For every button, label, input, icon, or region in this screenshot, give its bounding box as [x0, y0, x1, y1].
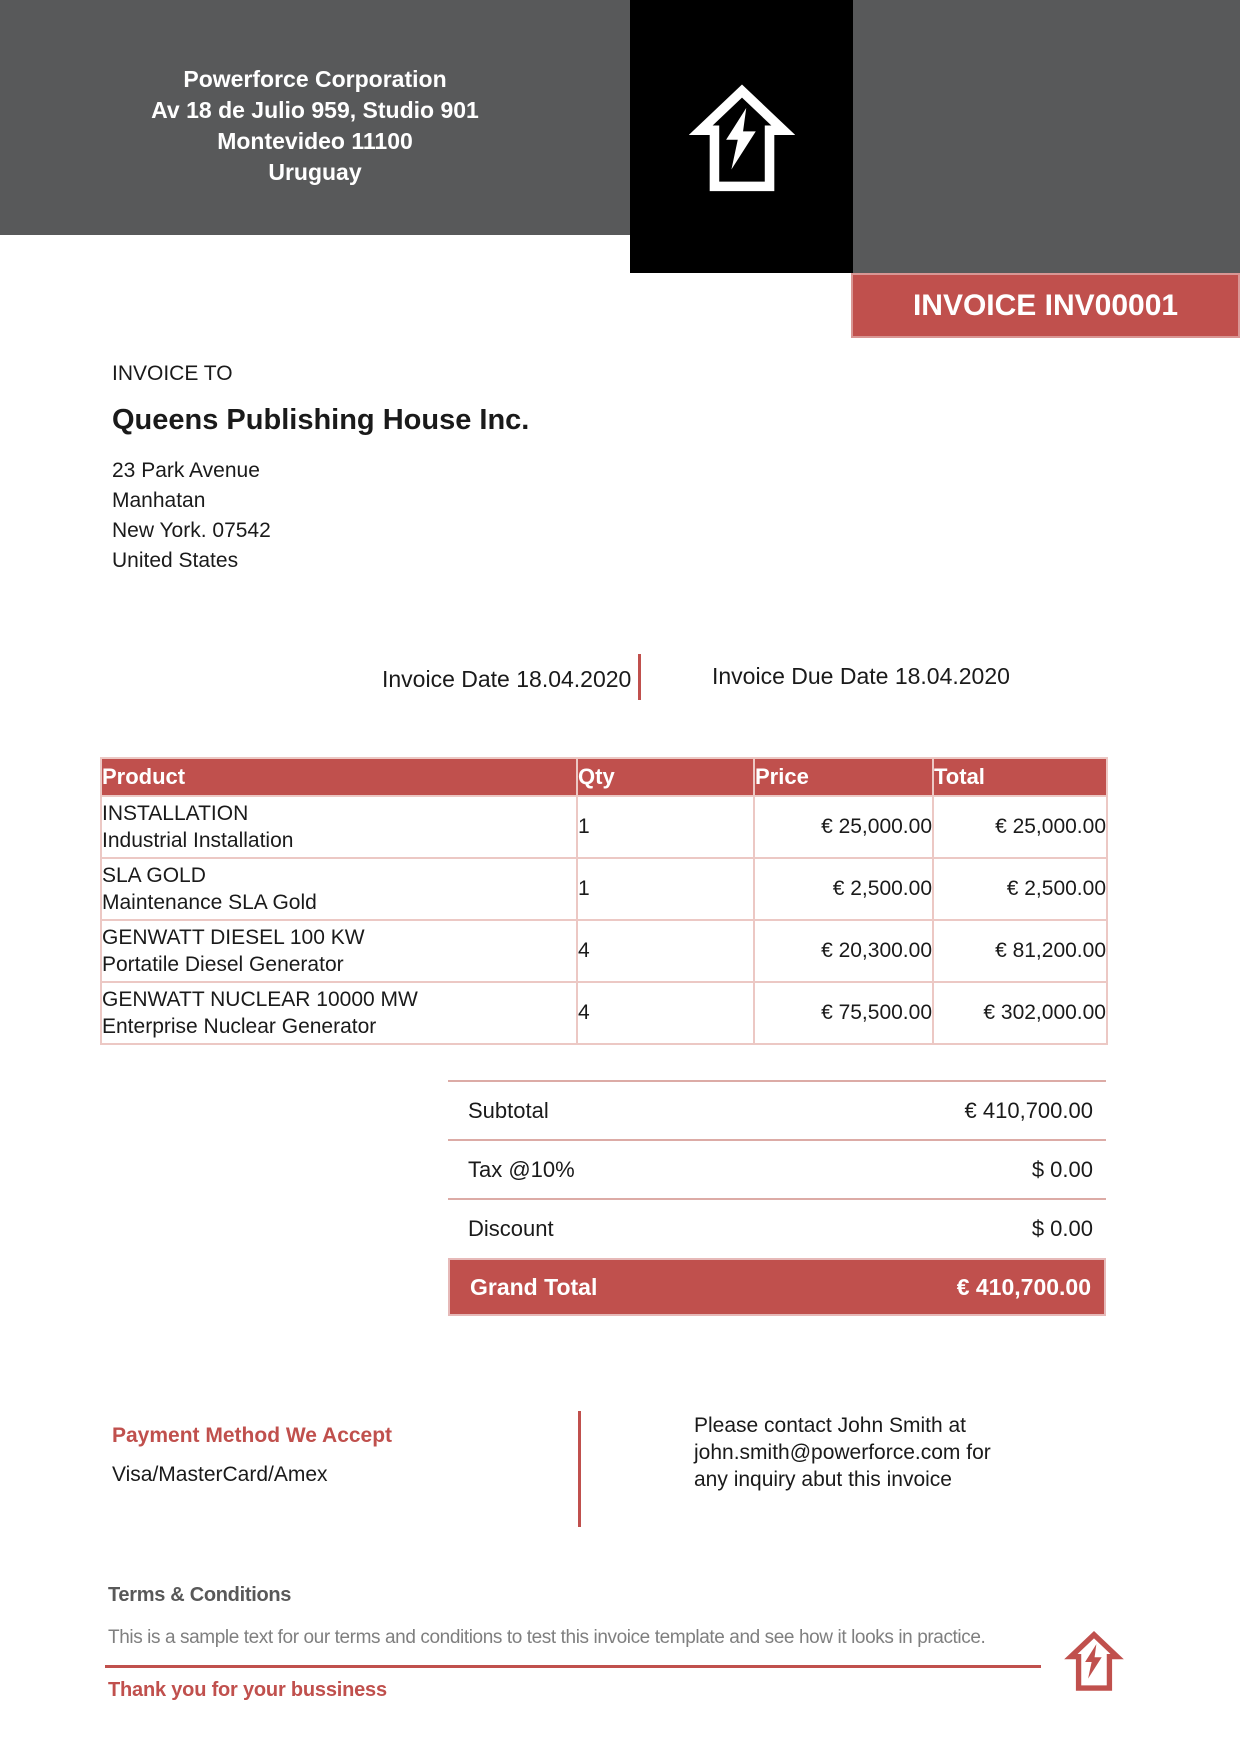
product-description: Maintenance SLA Gold: [102, 891, 317, 914]
invoice-number: INVOICE INV00001: [912, 288, 1179, 322]
invoice-banner: [851, 273, 1240, 338]
terms-body: This is a sample text for our terms and conditions to test this invoice template and see how it looks in practice.: [108, 1627, 986, 1648]
product-description: Industrial Installation: [102, 829, 294, 852]
summary-label: Tax @10%: [468, 1156, 575, 1182]
company-address-line: Av 18 de Julio 959, Studio 901: [151, 97, 479, 123]
bill-to-name: Queens Publishing House Inc.: [112, 404, 530, 436]
house-lightning-icon: [1062, 1624, 1126, 1699]
summary-row: [448, 1139, 1106, 1198]
items-table: [100, 757, 1108, 1045]
contact-line: john.smith@powerforce.com for: [694, 1441, 991, 1464]
product-cell: [101, 858, 577, 920]
header-gray-band-right: [853, 0, 1240, 273]
summary-label: Discount: [468, 1215, 554, 1241]
summary-value: $ 0.00: [1031, 1215, 1093, 1241]
contact-line: any inquiry abut this invoice: [694, 1468, 952, 1491]
qty-cell: 4: [577, 982, 754, 1044]
table-row: [101, 858, 1107, 920]
summary-label: Subtotal: [468, 1097, 549, 1123]
price-cell: € 75,500.00: [754, 982, 933, 1044]
bill-to-address-line: Manhatan: [112, 489, 206, 512]
terms-heading: Terms & Conditions: [108, 1584, 292, 1606]
invoice-due-date: Invoice Due Date 18.04.2020: [712, 663, 1010, 689]
qty-cell: 4: [577, 920, 754, 982]
table-header-row: [101, 758, 1107, 796]
grand-total-label: Grand Total: [470, 1273, 598, 1300]
summary-row: [448, 1198, 1106, 1257]
company-address-line: Montevideo 11100: [217, 128, 413, 154]
thanks-note: Thank you for your bussiness: [108, 1679, 387, 1701]
grand-total-bar: [448, 1258, 1106, 1316]
invoice-date: Invoice Date 18.04.2020: [382, 666, 632, 692]
product-name: GENWATT NUCLEAR 10000 MW: [102, 988, 418, 1011]
price-cell: € 25,000.00: [754, 796, 933, 858]
qty-cell: 1: [577, 796, 754, 858]
company-address-line: Uruguay: [268, 159, 362, 185]
header-product: Product: [101, 758, 577, 796]
date-divider: [638, 654, 641, 700]
payment-methods: Visa/MasterCard/Amex: [112, 1463, 328, 1486]
bill-to-address-line: United States: [112, 549, 239, 572]
summary-row: [448, 1080, 1106, 1139]
company-name: Powerforce Corporation: [183, 66, 447, 92]
grand-total-value: € 410,700.00: [956, 1273, 1091, 1300]
contact-line: Please contact John Smith at: [694, 1414, 966, 1437]
total-cell: € 2,500.00: [933, 858, 1107, 920]
bill-to-label: INVOICE TO: [112, 362, 233, 385]
table-row: [101, 796, 1107, 858]
product-description: Portatile Diesel Generator: [102, 953, 344, 976]
header-price: Price: [754, 758, 933, 796]
summary-block: [448, 1080, 1106, 1316]
section-divider: [578, 1411, 581, 1527]
bill-to-address: [112, 456, 271, 576]
bill-to-address-line: 23 Park Avenue: [112, 459, 260, 482]
payment-heading: Payment Method We Accept: [112, 1424, 393, 1447]
product-description: Enterprise Nuclear Generator: [102, 1015, 377, 1038]
company-address: [0, 64, 630, 188]
house-lightning-icon: [689, 72, 795, 202]
header-total: Total: [933, 758, 1107, 796]
footer-divider: [105, 1665, 1041, 1668]
total-cell: € 81,200.00: [933, 920, 1107, 982]
price-cell: € 2,500.00: [754, 858, 933, 920]
total-cell: € 302,000.00: [933, 982, 1107, 1044]
price-cell: € 20,300.00: [754, 920, 933, 982]
product-cell: [101, 982, 577, 1044]
qty-cell: 1: [577, 858, 754, 920]
bill-to-address-line: New York. 07542: [112, 519, 271, 542]
company-logo-box: [630, 0, 853, 273]
product-cell: [101, 920, 577, 982]
table-row: [101, 920, 1107, 982]
product-name: SLA GOLD: [102, 864, 206, 887]
product-cell: [101, 796, 577, 858]
product-name: INSTALLATION: [102, 802, 249, 825]
product-name: GENWATT DIESEL 100 KW: [102, 926, 365, 949]
summary-value: € 410,700.00: [964, 1097, 1093, 1123]
table-row: [101, 982, 1107, 1044]
total-cell: € 25,000.00: [933, 796, 1107, 858]
summary-value: $ 0.00: [1031, 1156, 1093, 1182]
contact-note: [694, 1412, 991, 1493]
header-qty: Qty: [577, 758, 754, 796]
